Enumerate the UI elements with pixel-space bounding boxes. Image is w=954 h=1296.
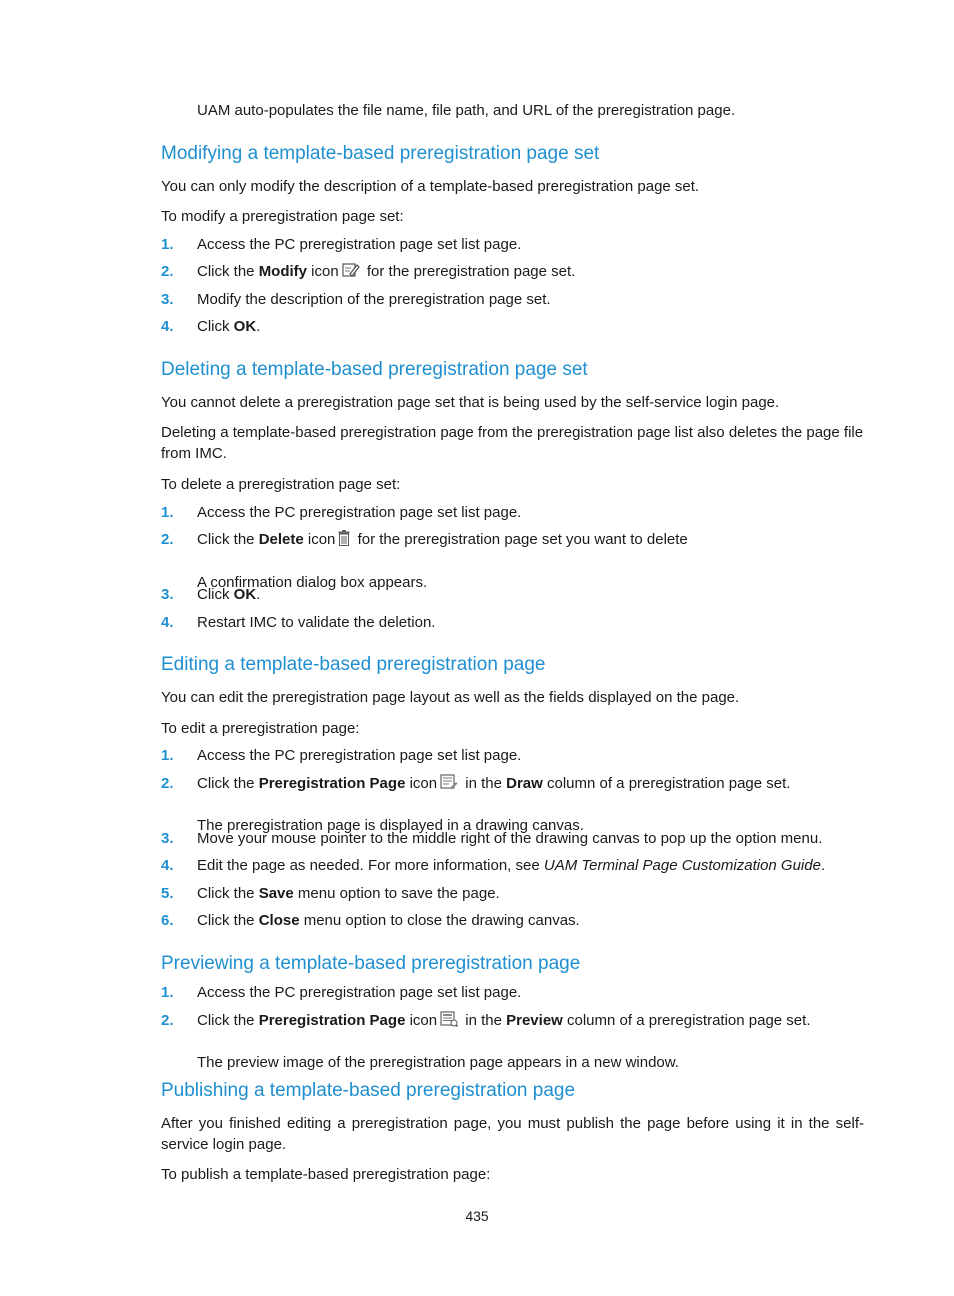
step-text: Click OK. — [197, 586, 261, 603]
section-title-publishing: Publishing a template-based preregistration page — [161, 1080, 576, 1101]
step-number: 1. — [161, 747, 174, 764]
step-number: 1. — [161, 504, 174, 521]
paragraph: After you finished editing a preregistration page, you must publish the page before using it in the self-service login page. — [161, 1115, 864, 1153]
step-number: 4. — [161, 857, 174, 874]
trash-icon — [338, 530, 350, 552]
step-text: Click the Preregistration Page icon in the Preview column of a preregistration page set. — [197, 1010, 810, 1033]
step-text: Click the Preregistration Page icon in the Draw column of a preregistration page set. — [197, 773, 790, 796]
step-note: A confirmation dialog box appears. — [197, 574, 428, 591]
step-number: 3. — [161, 291, 174, 308]
step-number: 5. — [161, 885, 174, 902]
section-title-modifying: Modifying a template-based preregistration page set — [161, 143, 600, 164]
step-text: Modify the description of the preregistration page set. — [197, 291, 551, 308]
section-title-editing: Editing a template-based preregistration page — [161, 654, 546, 675]
preview-page-icon — [440, 1011, 458, 1033]
edit-pencil-icon — [342, 262, 360, 284]
draw-page-icon — [440, 774, 458, 796]
section-title-deleting: Deleting a template-based preregistration page set — [161, 359, 588, 380]
paragraph: You can only modify the description of a template-based preregistration page set. — [161, 178, 700, 195]
step-text: Click the Modify icon for the preregistration page set. — [197, 261, 575, 284]
step-number: 3. — [161, 830, 174, 847]
step-text: Click the Delete icon for the preregistration page set you want to delete — [197, 529, 688, 552]
step-number: 4. — [161, 614, 174, 631]
step-text: Access the PC preregistration page set list page. — [197, 504, 522, 521]
step-note: The preview image of the preregistration page appears in a new window. — [197, 1054, 679, 1071]
step-number: 6. — [161, 912, 174, 929]
step-text: Access the PC preregistration page set list page. — [197, 236, 522, 253]
step-number: 2. — [161, 1012, 174, 1029]
step-number: 3. — [161, 586, 174, 603]
paragraph: Deleting a template-based preregistration page from the preregistration page list also deletes the page file from IMC. — [161, 424, 864, 462]
paragraph: To delete a preregistration page set: — [161, 476, 401, 493]
step-number: 1. — [161, 236, 174, 253]
step-text: Click the Save menu option to save the page. — [197, 885, 500, 902]
paragraph: You can edit the preregistration page layout as well as the fields displayed on the page. — [161, 689, 740, 706]
intro-line: UAM auto-populates the file name, file path, and URL of the preregistration page. — [197, 102, 736, 119]
step-text: Click OK. — [197, 318, 261, 335]
page-number: 435 — [465, 1208, 489, 1224]
section-title-previewing: Previewing a template-based preregistration page — [161, 953, 581, 974]
step-text: Access the PC preregistration page set list page. — [197, 747, 522, 764]
step-text: Move your mouse pointer to the middle right of the drawing canvas to pop up the option menu. — [197, 830, 823, 847]
paragraph: To edit a preregistration page: — [161, 720, 360, 737]
step-number: 4. — [161, 318, 174, 335]
step-text: Click the Close menu option to close the drawing canvas. — [197, 912, 580, 929]
step-number: 1. — [161, 984, 174, 1001]
paragraph: To modify a preregistration page set: — [161, 208, 404, 225]
paragraph: You cannot delete a preregistration page set that is being used by the self-service login page. — [161, 394, 780, 411]
step-number: 2. — [161, 775, 174, 792]
step-text: Access the PC preregistration page set list page. — [197, 984, 522, 1001]
step-text: Restart IMC to validate the deletion. — [197, 614, 436, 631]
paragraph: To publish a template-based preregistration page: — [161, 1166, 491, 1183]
step-number: 2. — [161, 263, 174, 280]
step-note: The preregistration page is displayed in a drawing canvas. — [197, 817, 584, 834]
step-text: Edit the page as needed. For more information, see UAM Terminal Page Customization Guide. — [197, 857, 826, 874]
step-number: 2. — [161, 531, 174, 548]
